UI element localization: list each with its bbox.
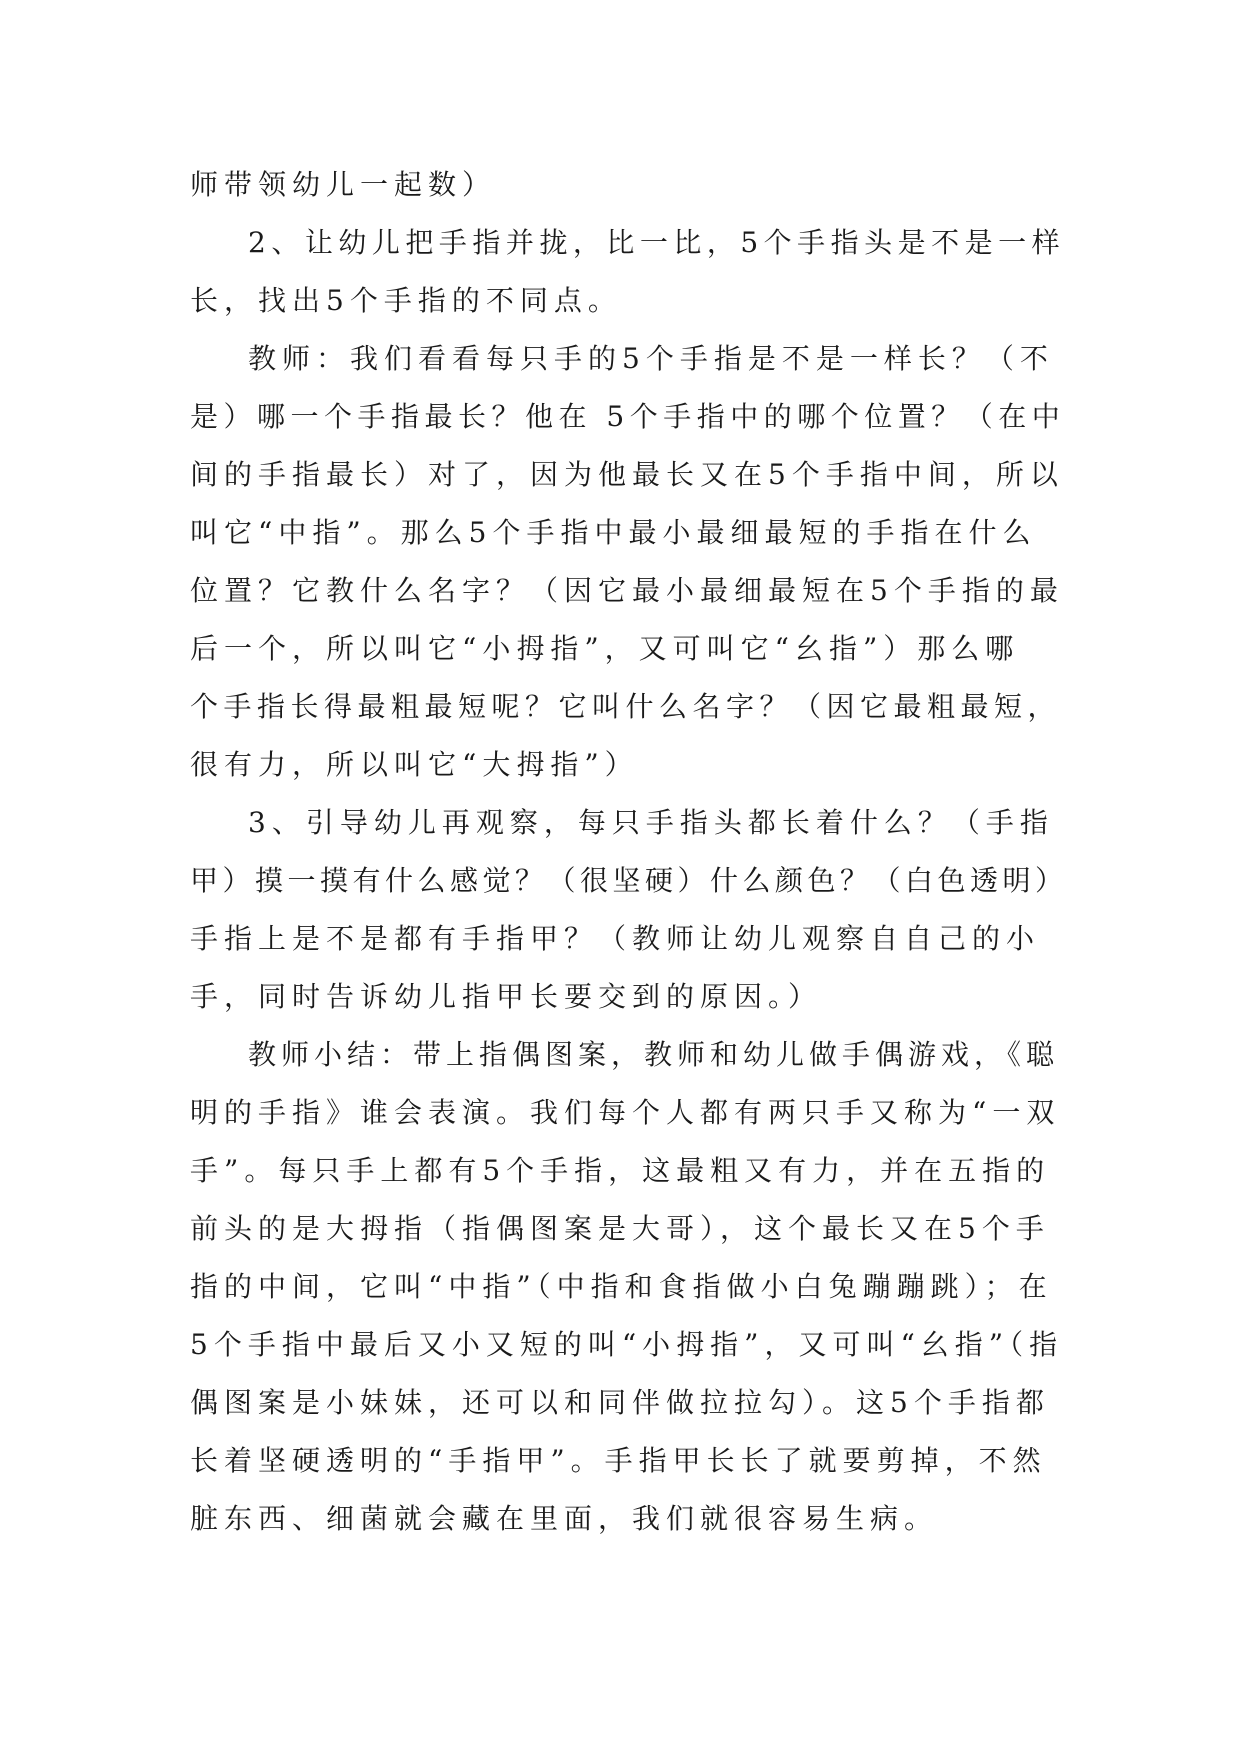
text-line: 手”。每只手上都有5个手指，这最粗又有力，并在五指的 [190, 1154, 1051, 1187]
text-line: 长，找出5个手指的不同点。 [190, 284, 622, 317]
text-line: 手，同时告诉幼儿指甲长要交到的原因。） [190, 980, 823, 1013]
paragraph-start-line: 3、引导幼儿再观察，每只手指头都长着什么？（手指 [248, 806, 1054, 839]
text-line: 偶图案是小妹妹，还可以和同伴做拉拉勾）。这5个手指都 [190, 1386, 1050, 1419]
text-line: 手指上是不是都有手指甲？（教师让幼儿观察自自己的小 [190, 922, 1041, 955]
text-line: 是）哪一个手指最长？他在 5个手指中的哪个位置？（在中 [190, 400, 1066, 433]
text-line: 叫它“中指”。那么5个手指中最小最细最短的手指在什么 [190, 516, 1037, 549]
paragraph-start-line: 教师：我们看看每只手的5个手指是不是一样长？（不 [248, 342, 1054, 375]
text-line: 指的中间，它叫“中指”（中指和食指做小白兔蹦蹦跳）；在 [190, 1270, 1053, 1303]
paragraph-start-line: 教师小结：带上指偶图案，教师和幼儿做手偶游戏，《聪 [248, 1038, 1060, 1071]
text-line: 5个手指中最后又小又短的叫“小拇指”，又可叫“幺指”（指 [190, 1328, 1064, 1361]
text-line: 甲）摸一摸有什么感觉？（很坚硬）什么颜色？（白色透明） [190, 864, 1068, 897]
text-line: 长着坚硬透明的“手指甲”。手指甲长长了就要剪掉，不然 [190, 1444, 1047, 1477]
text-line: 后一个，所以叫它“小拇指”，又可叫它“幺指”）那么哪 [190, 632, 1020, 665]
text-line: 明的手指》谁会表演。我们每个人都有两只手又称为“一双 [190, 1096, 1061, 1129]
paragraph-start-line: 2、让幼儿把手指并拢，比一比，5个手指头是不是一样 [248, 226, 1066, 259]
text-line: 个手指长得最粗最短呢？它叫什么名字？（因它最粗最短， [190, 690, 1062, 723]
text-line: 师带领幼儿一起数） [190, 168, 497, 201]
text-line: 脏东西、细菌就会藏在里面，我们就很容易生病。 [190, 1502, 939, 1535]
text-line: 很有力，所以叫它“大拇指”） [190, 748, 639, 781]
text-line: 前头的是大拇指（指偶图案是大哥），这个最长又在5个手 [190, 1212, 1050, 1245]
text-line: 间的手指最长）对了，因为他最长又在5个手指中间，所以 [190, 458, 1064, 491]
text-line: 位置？它教什么名字？（因它最小最细最短在5个手指的最 [190, 574, 1064, 607]
